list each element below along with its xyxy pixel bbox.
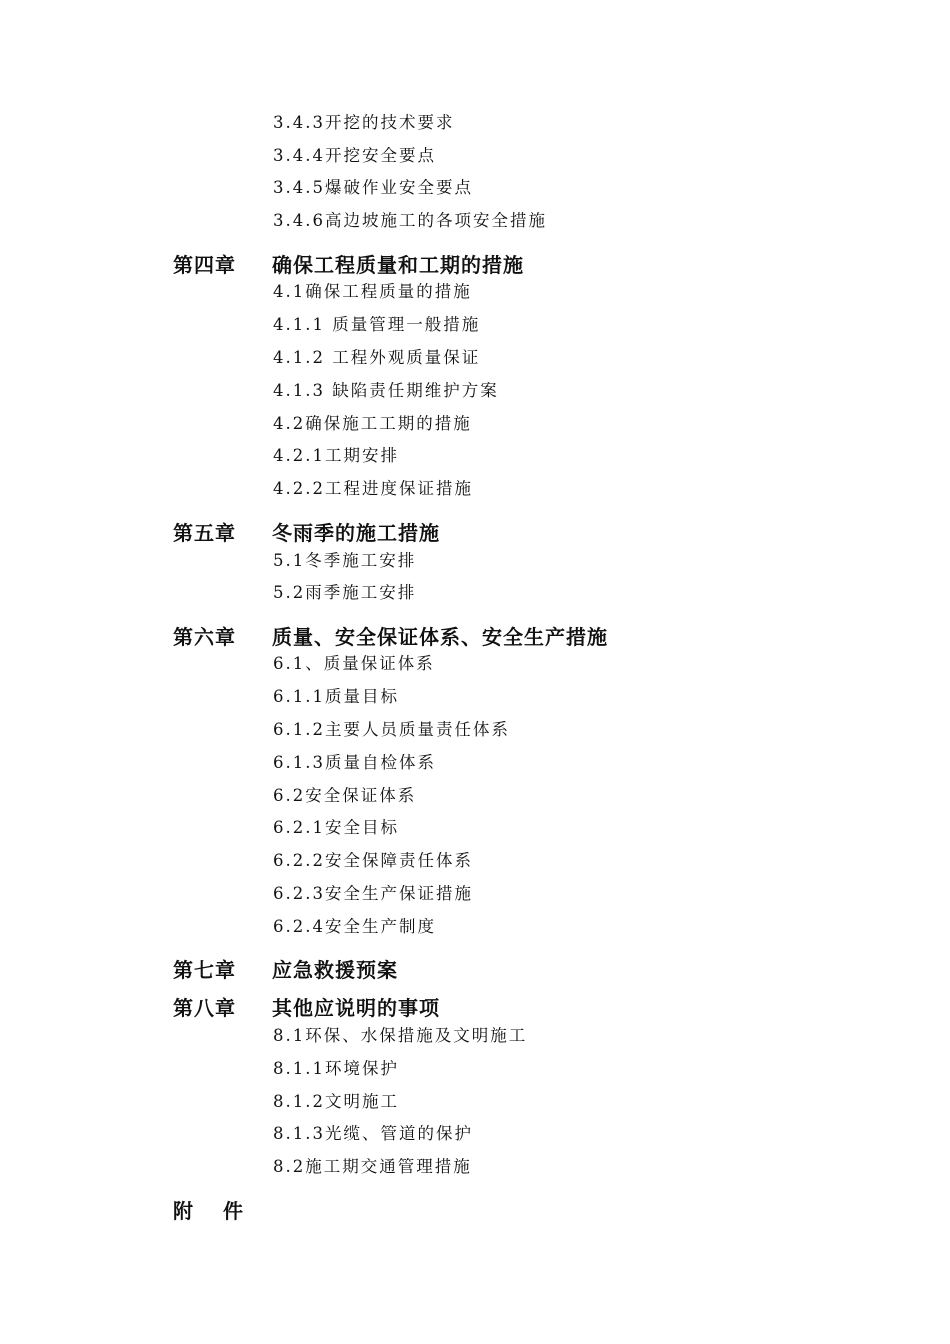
toc-entry-6-2-2: 6.2.2安全保障责任体系 [273,851,473,870]
toc-entry-6-2: 6.2安全保证体系 [273,786,417,805]
toc-entry-5-2: 5.2雨季施工安排 [273,583,417,602]
chapter-5-title: 冬雨季的施工措施 [272,521,440,545]
chapter-8-number: 第八章 [173,996,236,1020]
toc-entry-6-1-3: 6.1.3质量自检体系 [273,753,436,772]
toc-entry-5-1: 5.1冬季施工安排 [273,551,417,570]
chapter-8-title: 其他应说明的事项 [272,996,440,1020]
appendix-char-2: 件 [223,1199,243,1223]
chapter-4-title: 确保工程质量和工期的措施 [272,253,524,277]
toc-entry-3-4-3: 3.4.3开挖的技术要求 [273,113,455,132]
toc-entry-6-1-1: 6.1.1质量目标 [273,687,399,706]
toc-entry-3-4-6: 3.4.6高边坡施工的各项安全措施 [273,211,547,230]
toc-entry-6-2-3: 6.2.3安全生产保证措施 [273,884,473,903]
toc-entry-4-1: 4.1确保工程质量的措施 [273,282,472,301]
appendix-char-1: 附 [173,1199,193,1223]
chapter-7-title: 应急救援预案 [272,958,398,982]
chapter-6-number: 第六章 [173,625,236,649]
toc-entry-3-4-4: 3.4.4开挖安全要点 [273,146,436,165]
toc-entry-8-1: 8.1环保、水保措施及文明施工 [273,1026,528,1045]
toc-entry-6-1-2: 6.1.2主要人员质量责任体系 [273,720,510,739]
toc-entry-8-1-1: 8.1.1环境保护 [273,1059,399,1078]
toc-entry-4-2-1: 4.2.1工期安排 [273,446,399,465]
toc-entry-4-2: 4.2确保施工工期的措施 [273,414,472,433]
toc-entry-8-2: 8.2施工期交通管理措施 [273,1157,472,1176]
chapter-7-number: 第七章 [173,958,236,982]
chapter-5-number: 第五章 [173,521,236,545]
toc-entry-3-4-5: 3.4.5爆破作业安全要点 [273,178,473,197]
toc-entry-4-1-1: 4.1.1 质量管理一般措施 [273,315,481,334]
chapter-4-number: 第四章 [173,253,236,277]
toc-entry-4-2-2: 4.2.2工程进度保证措施 [273,479,473,498]
chapter-6-title: 质量、安全保证体系、安全生产措施 [272,625,608,649]
appendix-heading [173,1201,243,1221]
toc-entry-4-1-2: 4.1.2 工程外观质量保证 [273,348,481,367]
toc-entry-4-1-3: 4.1.3 缺陷责任期维护方案 [273,381,499,400]
toc-entry-8-1-2: 8.1.2文明施工 [273,1092,399,1111]
toc-entry-6-1: 6.1、质量保证体系 [273,654,435,673]
toc-entry-8-1-3: 8.1.3光缆、管道的保护 [273,1124,473,1143]
toc-entry-6-2-4: 6.2.4安全生产制度 [273,917,436,936]
toc-entry-6-2-1: 6.2.1安全目标 [273,818,399,837]
